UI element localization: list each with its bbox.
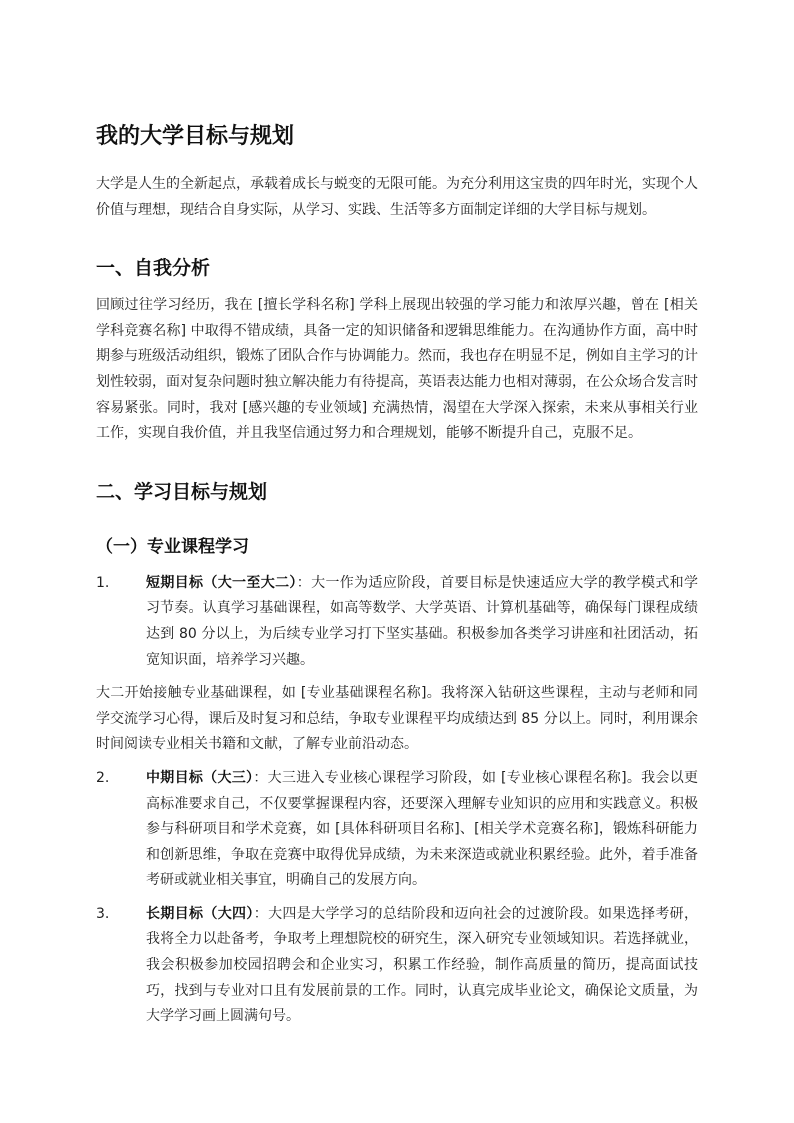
subsection-heading-courses: （一）专业课程学习: [96, 536, 249, 557]
goal-lead: 长期目标（大四）: [146, 905, 254, 922]
self-analysis-paragraph: 回顾过往学习经历，我在 [擅长学科名称] 学科上展现出较强的学习能力和浓厚兴趣，曾在 [相关学科竞赛名称] 中取得不错成绩，具备一定的知识储备和逻辑思维能力。在沟通协作方面，高中时期参与班级活动组织，锻炼了团队合作与协调能力。然而，我也存在明显不足，例如自主学习的计划性较弱，面对复杂问题时独立解决能力有待提高，英语表达能力也相对薄弱，在公众场合发言时容易紧张。同时，我对 [感兴趣的专业领域] 充满热情，渴望在大学深入探索，未来从事相关行业工作，实现自我价值，并且我坚信通过努力和合理规划，能够不断提升自己，克服不足。: [96, 297, 698, 442]
sophomore-paragraph: 大二开始接触专业基础课程，如 [专业基础课程名称]。我将深入钻研这些课程，主动与老师和同学交流学习心得，课后及时复习和总结，争取专业课程平均成绩达到 85 分以上。同时，利用课余时间阅读专业相关书籍和文献，了解专业前沿动态。: [96, 685, 698, 753]
page-title: 我的大学目标与规划: [96, 124, 295, 149]
list-number: 2.: [96, 769, 110, 786]
list-number: 3.: [96, 905, 110, 922]
goal-text: ：大一作为适应阶段，首要目标是快速适应大学的教学模式和学习节奏。认真学习基础课程，如高等数学、大学英语、计算机基础等，确保每门课程成绩达到 80 分以上，为后续专业学习打下坚实基础。积极参加各类学习讲座和社团活动，拓宽知识面，培养学习兴趣。: [146, 574, 699, 668]
list-item: [96, 571, 698, 673]
goal-text: ：大四是大学学习的总结阶段和迈向社会的过渡阶段。如果选择考研，我将全力以赴备考，争取考上理想院校的研究生，深入研究专业领域知识。若选择就业，我会积极参加校园招聘会和企业实习，积累工作经验，制作高质量的简历，提高面试技巧，找到与专业对口且有发展前景的工作。同时，认真完成毕业论文，确保论文质量，为大学学习画上圆满句号。: [146, 905, 699, 1025]
goal-body: [146, 571, 698, 673]
goal-body: [146, 766, 698, 894]
list-item: [96, 766, 698, 894]
section-heading-self-analysis: 一、自我分析: [96, 257, 211, 280]
intro-paragraph: 大学是人生的全新起点，承载着成长与蜕变的无限可能。为充分利用这宝贵的四年时光，实现个人价值与理想，现结合自身实际，从学习、实践、生活等多方面制定详细的大学目标与规划。: [96, 176, 698, 218]
goal-list: [96, 571, 698, 673]
goal-text: ：大三进入专业核心课程学习阶段，如 [专业核心课程名称]。我会以更高标准要求自己，不仅要掌握课程内容，还要深入理解专业知识的应用和实践意义。积极参与科研项目和学术竞赛，如 [具体科研项目名称]、[相关学术竞赛名称]，锻炼科研能力和创新思维，争取在竞赛中取得优异成绩，为未来深造或就业积累经验。此外，着手准备考研或就业相关事宜，明确自己的发展方向。: [146, 769, 699, 889]
goal-body: [146, 902, 698, 1030]
list-number: 1.: [96, 574, 110, 591]
goal-lead: 短期目标（大一至大二）: [146, 574, 297, 591]
goal-lead: 中期目标（大三）: [146, 769, 254, 786]
section-heading-study-goals: 二、学习目标与规划: [96, 480, 268, 503]
list-item: [96, 902, 698, 1030]
goal-list-continued: [96, 766, 698, 1030]
